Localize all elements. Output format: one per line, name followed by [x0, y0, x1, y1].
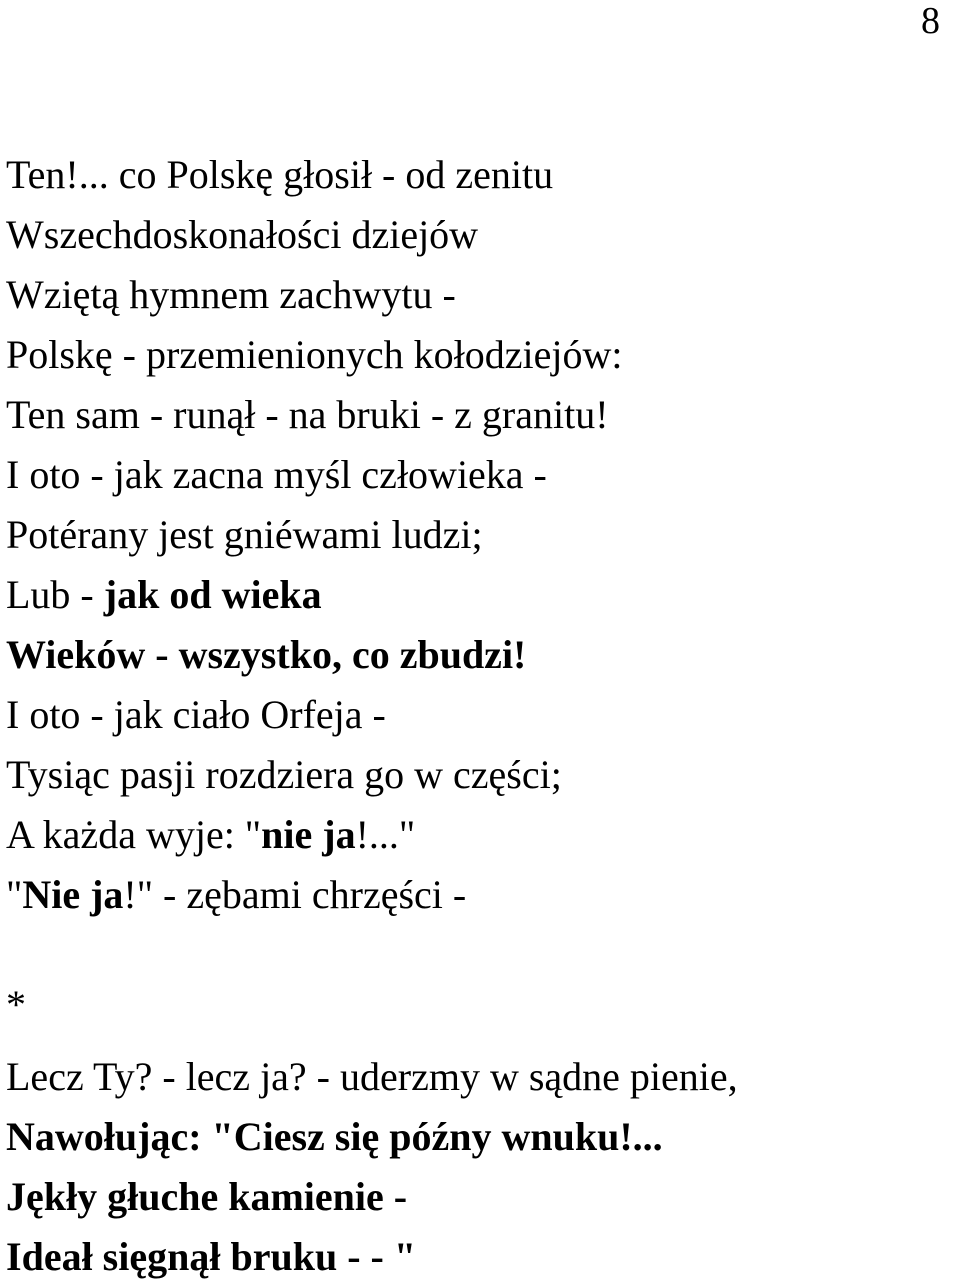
poem-line-bold: Nie ja [22, 872, 124, 917]
poem-line [6, 865, 956, 925]
poem-line: Ten sam - runął - na bruki - z granitu! [6, 392, 609, 437]
poem-line [6, 1107, 956, 1167]
asterisk-separator: * [6, 982, 26, 1027]
poem-line-bold: Wieków - wszystko, co zbudzi! [6, 632, 527, 677]
poem-line [6, 565, 956, 625]
poem-line-plain: A każda wyje: " [6, 812, 262, 857]
poem-line: Polskę - przemienionych kołodziejów: [6, 332, 623, 377]
poem-line [6, 805, 956, 865]
poem-line: Lecz Ty? - lecz ja? - uderzmy w sądne pienie, [6, 1054, 738, 1099]
poem-line-bold: Jękły głuche kamienie - [6, 1174, 408, 1219]
poem-line-plain: Lub - [6, 572, 104, 617]
poem-line: Potérany jest gniéwami ludzi; [6, 512, 483, 557]
poem-line: Tysiąc pasji rozdziera go w części; [6, 752, 562, 797]
poem-line: Wziętą hymnem zachwytu - [6, 272, 456, 317]
poem-line-bold: nie ja [261, 812, 356, 857]
page-number: 8 [921, 0, 940, 42]
poem-line: I oto - jak zacna myśl człowieka - [6, 452, 547, 497]
poem-line-bold: Nawołując: "Ciesz się późny wnuku!... [6, 1114, 663, 1159]
poem-line-plain: !..." [355, 812, 416, 857]
poem-text [6, 145, 956, 1287]
poem-line: I oto - jak ciało Orfeja - [6, 692, 386, 737]
poem-line: Wszechdoskonałości dziejów [6, 212, 479, 257]
poem-line [6, 1167, 956, 1227]
poem-line [6, 625, 956, 685]
poem-line: Ten!... co Polskę głosił - od zenitu [6, 152, 554, 197]
poem-line-plain: " [6, 872, 23, 917]
poem-line [6, 1227, 956, 1287]
poem-line-bold: Ideał sięgnął bruku - - " [6, 1234, 417, 1279]
poem-line-plain: !" - zębami chrzęści - [123, 872, 467, 917]
poem-line-bold: jak od wieka [103, 572, 322, 617]
stanza-separator [6, 975, 956, 1035]
